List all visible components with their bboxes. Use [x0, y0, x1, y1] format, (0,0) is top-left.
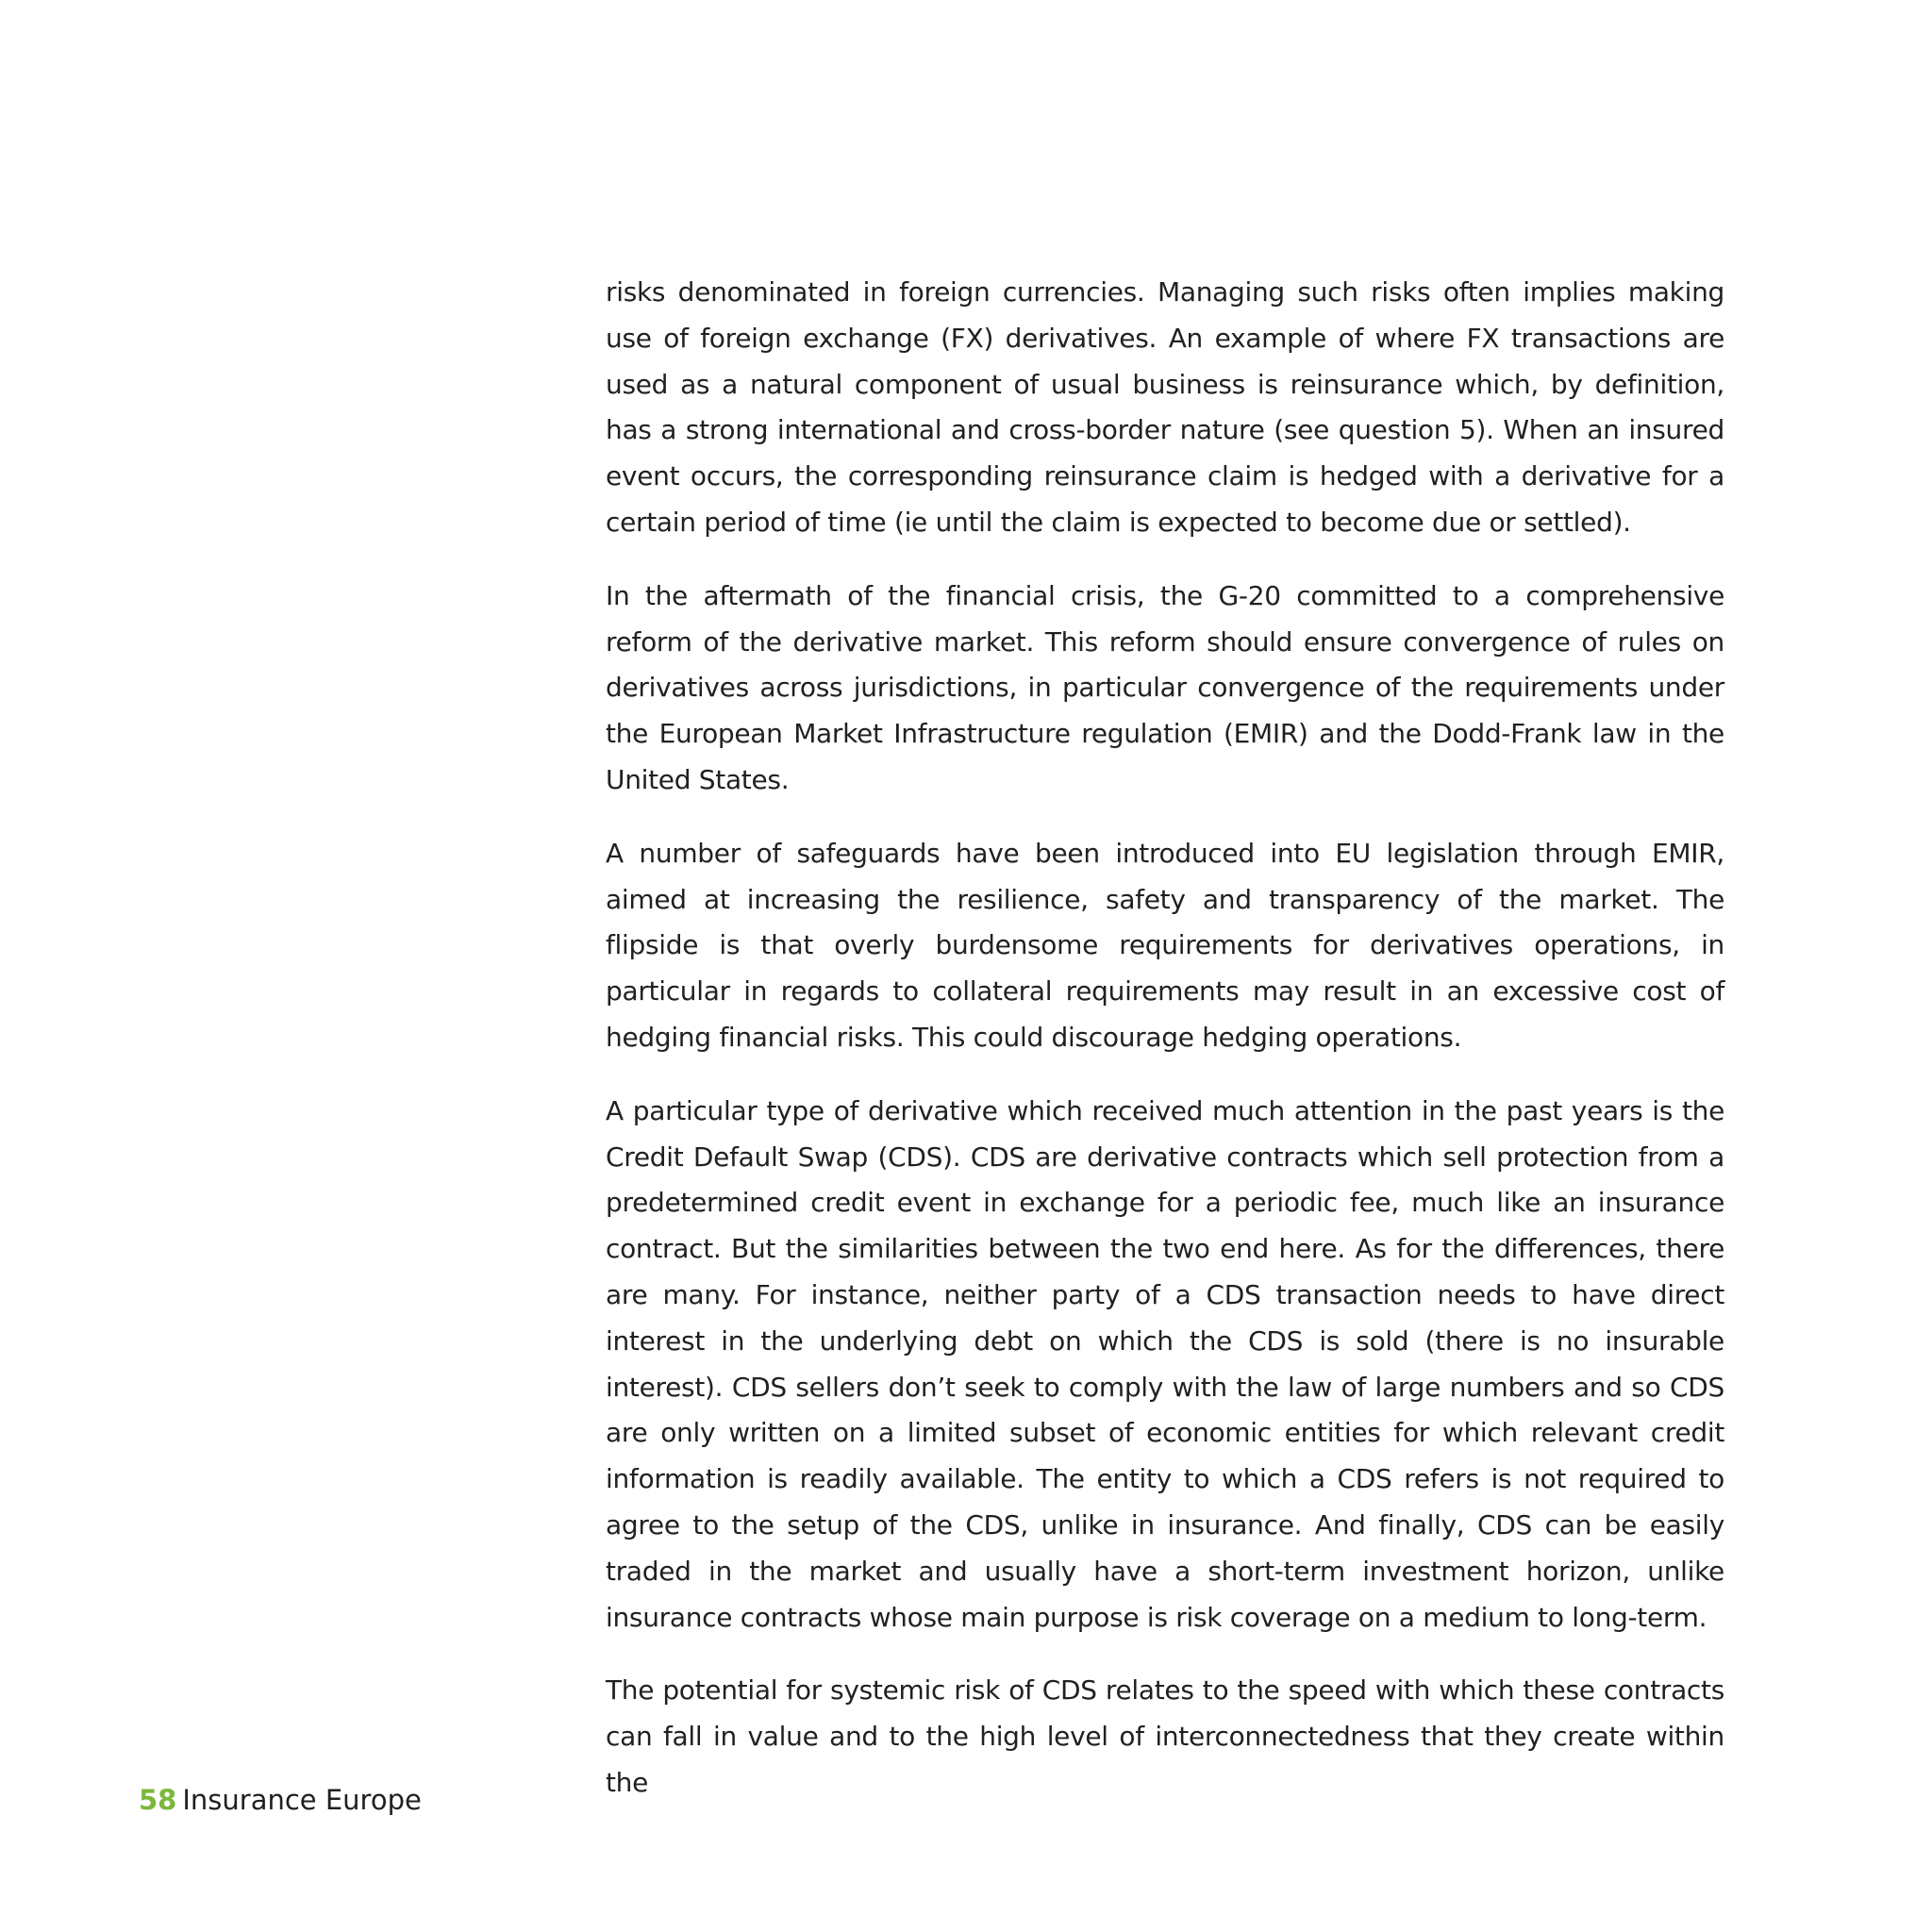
publication-name: Insurance Europe — [182, 1784, 422, 1816]
page-number: 58 — [139, 1784, 177, 1816]
page-footer — [139, 1781, 422, 1819]
body-text — [606, 270, 1724, 1807]
paragraph-fx-derivatives: risks denominated in foreign currencies. Managing such risks often implies making use of foreign exchange (FX) derivatives. An example of where FX transactions are used as a natural component of usual business is reinsurance which, by definition, has a strong international and cross-border nature (see question 5). When an insured event occurs, the corresponding reinsurance claim is hedged with a derivative for a certain period of time (ie until the claim is expected to become due or settled). — [606, 276, 1724, 538]
paragraph-g20-reform: In the aftermath of the financial crisis, the G-20 committed to a comprehensive reform of the derivative market. This reform should ensure convergence of rules on derivatives across jurisdictions, in particular convergence of the requirements under the European Market Infrastructure regulation (EMIR) and the Dodd-Frank law in the United States. — [606, 579, 1724, 795]
paragraph-credit-default-swap: A particular type of derivative which received much attention in the past years is the Credit Default Swap (CDS). CDS are derivative contracts which sell protection from a predetermined credit event in exchange for a periodic fee, much like an insurance contract. But the similarities between the two end here. As for the differences, there are many. For instance, neither party of a CDS transaction needs to have direct interest in the underlying debt on which the CDS is sold (there is no insurable interest). CDS sellers don’t seek to comply with the law of large numbers and so CDS are only written on a limited subset of economic entities for which relevant credit information is readily available. The entity to which a CDS refers is not required to agree to the setup of the CDS, unlike in insurance. And finally, CDS can be easily traded in the market and usually have a short-term investment horizon, unlike insurance contracts whose main purpose is risk coverage on a medium to long-term. — [606, 1094, 1724, 1633]
paragraph-emir-safeguards: A number of safeguards have been introduced into EU legislation through EMIR, aimed at increasing the resilience, safety and transparency of the market. The flipside is that overly burdensome requirements for derivatives operations, in particular in regards to collateral requirements may result in an excessive cost of hedging financial risks. This could discourage hedging operations. — [606, 837, 1724, 1053]
paragraph-systemic-risk: The potential for systemic risk of CDS relates to the speed with which these contracts can fall in value and to the high level of interconnectedness that they create within the — [606, 1674, 1724, 1798]
